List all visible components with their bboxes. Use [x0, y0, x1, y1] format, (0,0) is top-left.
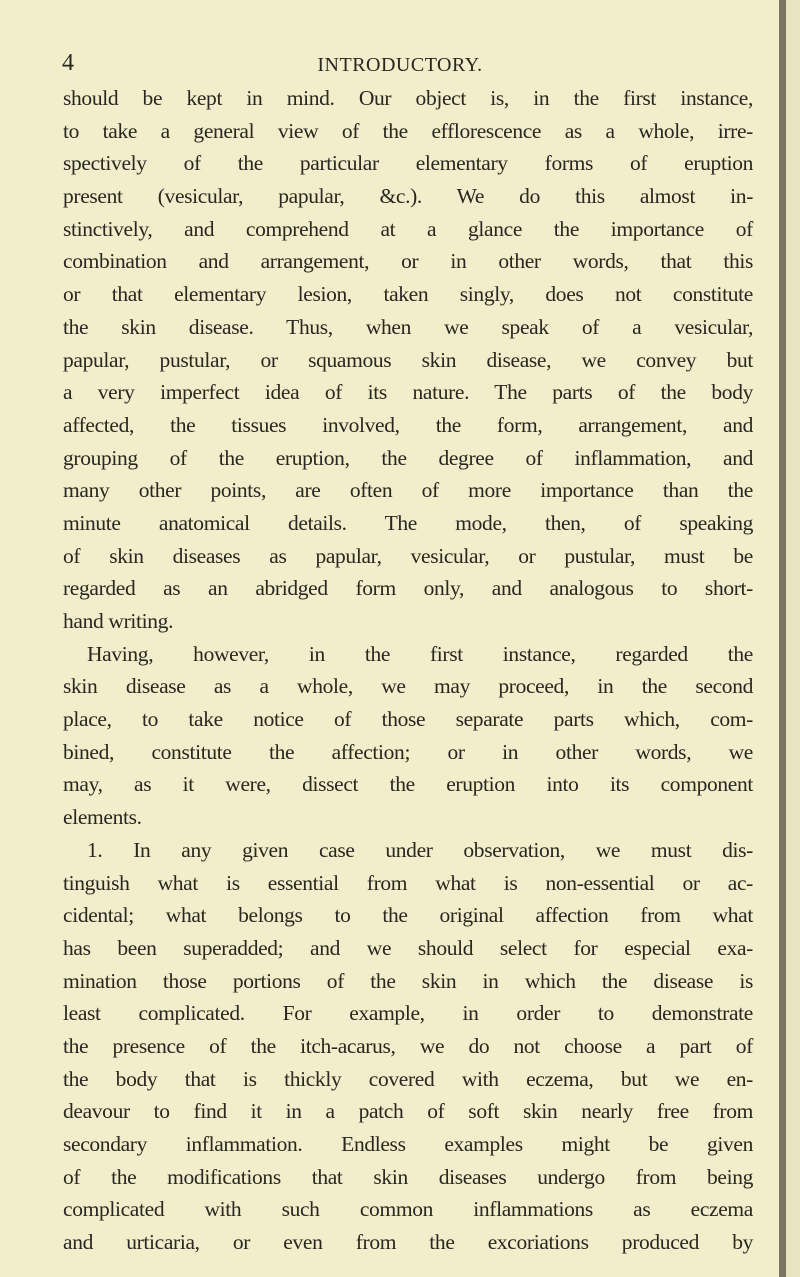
- text-line: Having, however, in the first instance, regarded the: [87, 641, 753, 666]
- text-line: the presence of the itch-acarus, we do not choose a part of: [63, 1033, 753, 1058]
- running-head: INTRODUCTORY.: [317, 54, 483, 76]
- text-line: a very imperfect idea of its nature. The parts of the body: [63, 380, 753, 405]
- text-line: secondary inflammation. Endless examples might be given: [63, 1132, 753, 1156]
- text-line: affected, the tissues involved, the form, arrangement, and: [63, 412, 753, 437]
- text-line: may, as it were, dissect the eruption into its component: [63, 772, 753, 797]
- text-line: elements.: [63, 805, 142, 830]
- text-line: to take a general view of the efflorescence as a whole, irre-: [63, 118, 753, 143]
- text-line: the skin disease. Thus, when we speak of a vesicular,: [63, 314, 753, 339]
- text-line: should be kept in mind. Our object is, in the first instance,: [63, 86, 753, 110]
- text-line: deavour to find it in a patch of soft skin nearly free from: [63, 1099, 753, 1124]
- text-line: bined, constitute the affection; or in other words, we: [63, 739, 753, 764]
- text-line: of skin diseases as papular, vesicular, or pustular, must be: [63, 543, 753, 568]
- text-line: the body that is thickly covered with eczema, but we en-: [63, 1066, 753, 1091]
- text-line: mination those portions of the skin in which the disease is: [63, 968, 753, 993]
- body-text: [63, 82, 753, 1259]
- text-line: present (vesicular, papular, &c.). We do this almost in-: [63, 184, 753, 209]
- text-line: grouping of the eruption, the degree of inflammation, and: [63, 445, 753, 470]
- binding-shadow: [779, 0, 786, 1277]
- page-edge: [786, 0, 800, 1277]
- text-line: tinguish what is essential from what is non-essential or ac-: [63, 870, 753, 895]
- text-line: or that elementary lesion, taken singly, does not constitute: [63, 282, 753, 307]
- text-line: combination and arrangement, or in other words, that this: [63, 249, 753, 274]
- text-line: has been superadded; and we should select for especial exa-: [63, 935, 753, 960]
- text-line: and urticaria, or even from the excoriations produced by: [63, 1230, 753, 1255]
- text-line: minute anatomical details. The mode, then, of speaking: [63, 510, 753, 535]
- text-line: spectively of the particular elementary forms of eruption: [63, 151, 753, 176]
- text-line: skin disease as a whole, we may proceed, in the second: [63, 674, 753, 699]
- text-line: place, to take notice of those separate parts which, com-: [63, 707, 753, 732]
- text-line: of the modifications that skin diseases undergo from being: [63, 1164, 753, 1189]
- text-line: least complicated. For example, in order to demonstrate: [63, 1001, 753, 1026]
- text-line: stinctively, and comprehend at a glance the importance of: [63, 216, 753, 241]
- text-line: many other points, are often of more importance than the: [63, 478, 753, 503]
- text-line: papular, pustular, or squamous skin disease, we convey but: [63, 347, 753, 372]
- text-line: cidental; what belongs to the original affection from what: [63, 903, 753, 928]
- text-line: regarded as an abridged form only, and analogous to short-: [63, 576, 753, 601]
- text-line: complicated with such common inflammations as eczema: [63, 1197, 753, 1222]
- page-number: 4: [62, 50, 74, 76]
- text-line: 1. In any given case under observation, we must dis-: [87, 837, 753, 862]
- text-line: hand writing.: [63, 609, 174, 633]
